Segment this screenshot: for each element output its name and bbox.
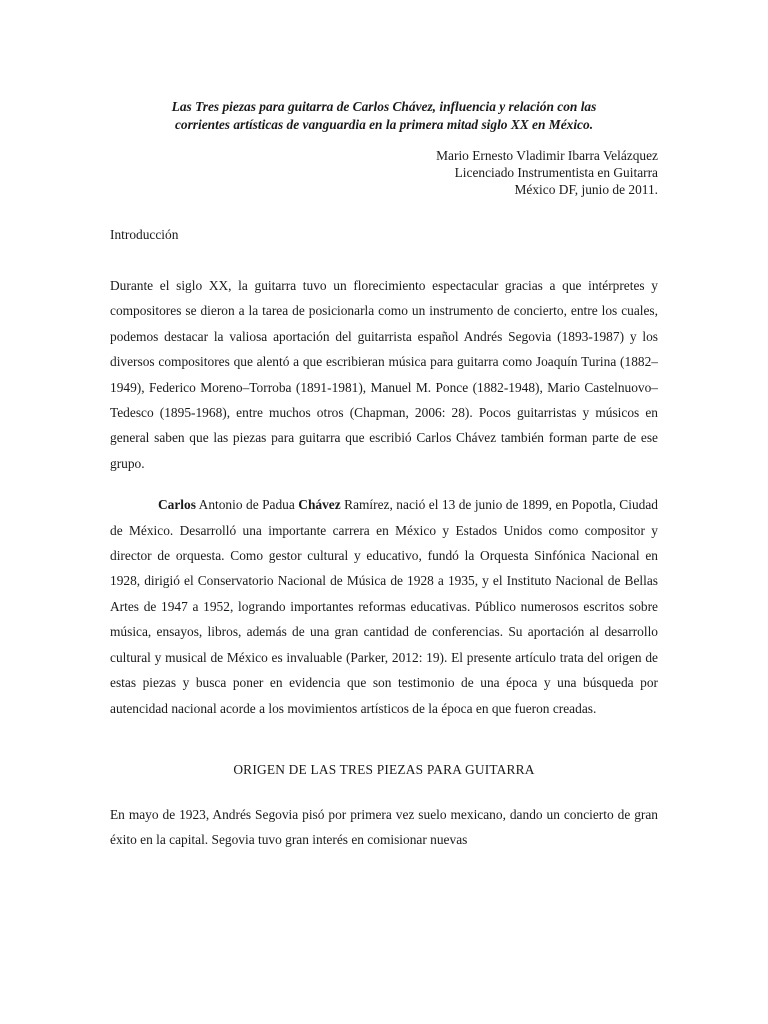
- section-introduction-label: Introducción: [110, 227, 179, 242]
- paragraph-2-part-a: Antonio de Padua: [195, 497, 299, 513]
- bold-surname: Chávez: [298, 497, 341, 513]
- place-date: México DF, junio de 2011.: [514, 182, 658, 197]
- author-credential: Licenciado Instrumentista en Guitarra: [454, 165, 658, 180]
- document-title: [110, 98, 658, 134]
- document-page: [110, 98, 658, 853]
- author-block: [110, 147, 658, 198]
- bold-first-name: Carlos: [158, 497, 196, 513]
- title-line-1: Las Tres piezas para guitarra de Carlos Chávez, influencia y relación con las: [171, 99, 597, 114]
- paragraph-2-part-b: Ramírez, nació el 13 de junio de 1899, en Popotla, Ciudad de México. Desarrolló una importante carrera en México y Estados Unidos como compositor y director de orquesta. Como gestor cultural y educativo, fundó la Orquesta Sinfónica Nacional en 1928, dirigió el Conservatorio Nacional de Música de 1928 a 1935, y el Instituto Nacional de Bellas Artes de 1947 a 1952, logrando importantes reformas educativas. Público numerosos escritos sobre música, ensayos, libros, además de una gran cantidad de conferencias. Su aportación al desarrollo cultural y musical de México es invaluable (Parker, 2012: 19). El presente artículo trata del origen de estas piezas y busca poner en evidencia que son testimonio de una época y una búsqueda por autencidad nacional acorde a los movimientos artísticos de la época en que fueron creadas.: [110, 497, 658, 716]
- paragraph-3: En mayo de 1923, Andrés Segovia pisó por primera vez suelo mexicano, dando un concierto de gran éxito en la capital. Segovia tuvo gran interés en comisionar nuevas: [110, 806, 658, 848]
- paragraph-2: [110, 492, 658, 721]
- title-line-2: corrientes artísticas de vanguardia en la primera mitad siglo XX en México.: [174, 117, 594, 132]
- author-name: Mario Ernesto Vladimir Ibarra Velázquez: [436, 148, 658, 163]
- section-heading-origin: ORIGEN DE LAS TRES PIEZAS PARA GUITARRA: [233, 761, 535, 777]
- paragraph-1: Durante el siglo XX, la guitarra tuvo un florecimiento espectacular gracias a que intérpretes y compositores se dieron a la tarea de posicionarla como un instrumento de concierto, entre los cuales, podemos destacar la valiosa aportación del guitarrista español Andrés Segovia (1893-1987) y los diversos compositores que alentó a que escribieran música para guitarra como Joaquín Turina (1882–1949), Federico Moreno–Torroba (1891-1981), Manuel M. Ponce (1882-1948), Mario Castelnuovo–Tedesco (1895-1968), entre muchos otros (Chapman, 2006: 28). Pocos guitarristas y músicos en general saben que las piezas para guitarra que escribió Carlos Chávez también forman parte de ese grupo.: [110, 278, 658, 471]
